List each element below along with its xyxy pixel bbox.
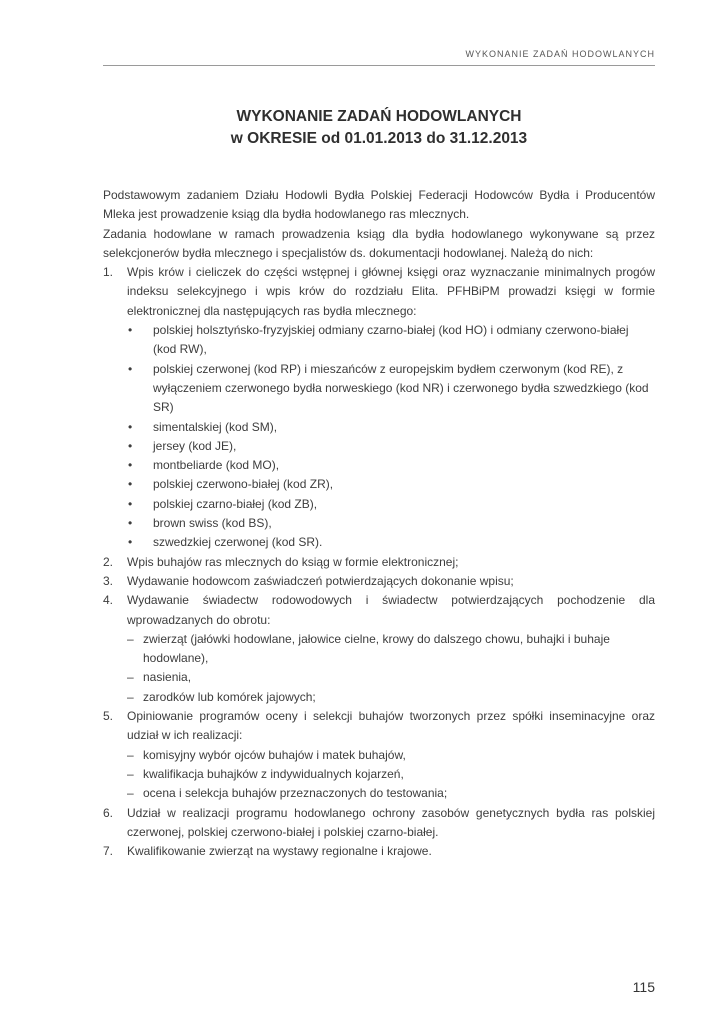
dash-item [103,765,655,784]
bullet-item [127,514,655,533]
bullet-symbol: • [128,419,133,434]
dash-text: komisyjny wybór ojców buhajów i matek buhajów, [143,747,406,762]
list-item [103,591,655,630]
dash-text: zwierząt (jałówki hodowlane, jałowice cielne, krowy do dalszego chowu, buhajki i buhaje hodowlane), [143,631,610,666]
dash-symbol: – [127,631,134,646]
bullet-text: brown swiss (kod BS), [153,516,272,531]
bullet-symbol: • [128,323,133,338]
page-title [103,106,655,150]
list-item-text: Opiniowanie programów oceny i selekcji buhajów tworzonych przez spółki inseminacyjne oraz udział w ich realizacji: [127,709,655,743]
bullet-symbol: • [128,458,133,473]
dash-symbol: – [127,766,134,781]
dash-item [103,630,655,669]
paragraph: Podstawowym zadaniem Działu Hodowli Bydła Polskiej Federacji Hodowców Bydła i Producentów Mleka jest prowadzenie ksiąg dla bydła hodowlanego ras mlecznych. [103,188,655,222]
bullet-text: polskiej czerwono-białej (kod ZR), [153,477,334,492]
bullet-symbol: • [128,477,133,492]
list-number: 1. [103,265,114,280]
list-item [103,553,655,572]
list-item-text: Wpis buhajów ras mlecznych do ksiąg w formie elektronicznej; [127,554,459,569]
bullet-text: jersey (kod JE), [153,438,237,453]
list-item [103,842,655,861]
running-header: WYKONANIE ZADAŃ HODOWLANYCH [465,49,655,59]
page-number: 115 [632,979,655,995]
list-number: 7. [103,844,114,859]
bullet-symbol: • [128,496,133,511]
list-number: 5. [103,709,114,724]
dash-symbol: – [127,689,134,704]
dash-text: zarodków lub komórek jajowych; [143,689,316,704]
dash-text: ocena i selekcja buhajów przeznaczonych do testowania; [143,786,448,801]
bullet-symbol: • [128,438,133,453]
list-item [103,263,655,321]
list-number: 6. [103,805,114,820]
bullet-symbol: • [128,361,133,376]
dash-symbol: – [127,747,134,762]
bullet-item [127,418,655,437]
header-rule [103,65,655,66]
bullet-symbol: • [128,516,133,531]
bullet-text: polskiej czerwonej (kod RP) i mieszańców z europejskim bydłem czerwonym (kod RE), z wyłączeniem czerwonego bydła norweskiego (kod NR) i czerwonego bydła szwedzkiego (kod SR) [153,361,649,415]
dash-text: kwalifikacja buhajków z indywidualnych kojarzeń, [143,766,404,781]
dash-symbol: – [127,670,134,685]
list-item-text: Wydawanie świadectw rodowodowych i świadectw potwierdzających pochodzenie dla wprowadzanych do obrotu: [127,593,655,627]
list-item-text: Wydawanie hodowcom zaświadczeń potwierdzających dokonanie wpisu; [127,573,514,588]
dash-text: nasienia, [143,670,192,685]
dash-item [103,784,655,803]
bullet-text: simentalskiej (kod SM), [153,419,278,434]
title-line-2: w OKRESIE od 01.01.2013 do 31.12.2013 [230,130,528,147]
dash-symbol: – [127,786,134,801]
list-number: 4. [103,593,114,608]
paragraph: Zadania hodowlane w ramach prowadzenia ksiąg dla bydła hodowlanego wykonywane są przez selekcjonerów bydła mlecznego i specjalistów ds. dokumentacji hodowlanej. Należą do nich: [103,226,655,260]
bullet-item [127,437,655,456]
dash-item [103,746,655,765]
list-item-text: Udział w realizacji programu hodowlanego ochrony zasobów genetycznych bydła ras polskiej czerwonej, polskiej czerwono-białej i polskiej czarno-białej. [127,805,655,839]
bullet-text: polskiej holsztyńsko-fryzyjskiej odmiany czarno-białej (kod HO) i odmiany czerwono-białej (kod RW), [153,323,629,357]
bullet-item [127,533,655,552]
list-item-text: Kwalifikowanie zwierząt na wystawy regionalne i krajowe. [127,844,432,859]
list-number: 3. [103,573,114,588]
bullet-text: polskiej czarno-białej (kod ZB), [153,496,318,511]
list-item-text: Wpis krów i cieliczek do części wstępnej i głównej księgi oraz wyznaczanie minimalnych progów indeksu selekcyjnego i wpis krów do rozdziału Elita. PFHBiPM prowadzi księgi w formie elektronicznej dla następujących ras bydła mlecznego: [127,265,655,318]
list-item [103,572,655,591]
title-line-1: WYKONANIE ZADAŃ HODOWLANYCH [236,108,522,125]
bullet-text: szwedzkiej czerwonej (kod SR). [153,535,323,550]
bullet-item [127,456,655,475]
bullet-item [127,321,655,360]
list-item [103,804,655,843]
bullet-item [127,475,655,494]
bullet-item [127,360,655,418]
bullet-text: montbeliarde (kod MO), [153,458,280,473]
dash-item [103,668,655,687]
document-body [103,186,655,861]
bullet-item [127,495,655,514]
list-item [103,707,655,746]
list-number: 2. [103,554,114,569]
bullet-symbol: • [128,535,133,550]
dash-item [103,688,655,707]
